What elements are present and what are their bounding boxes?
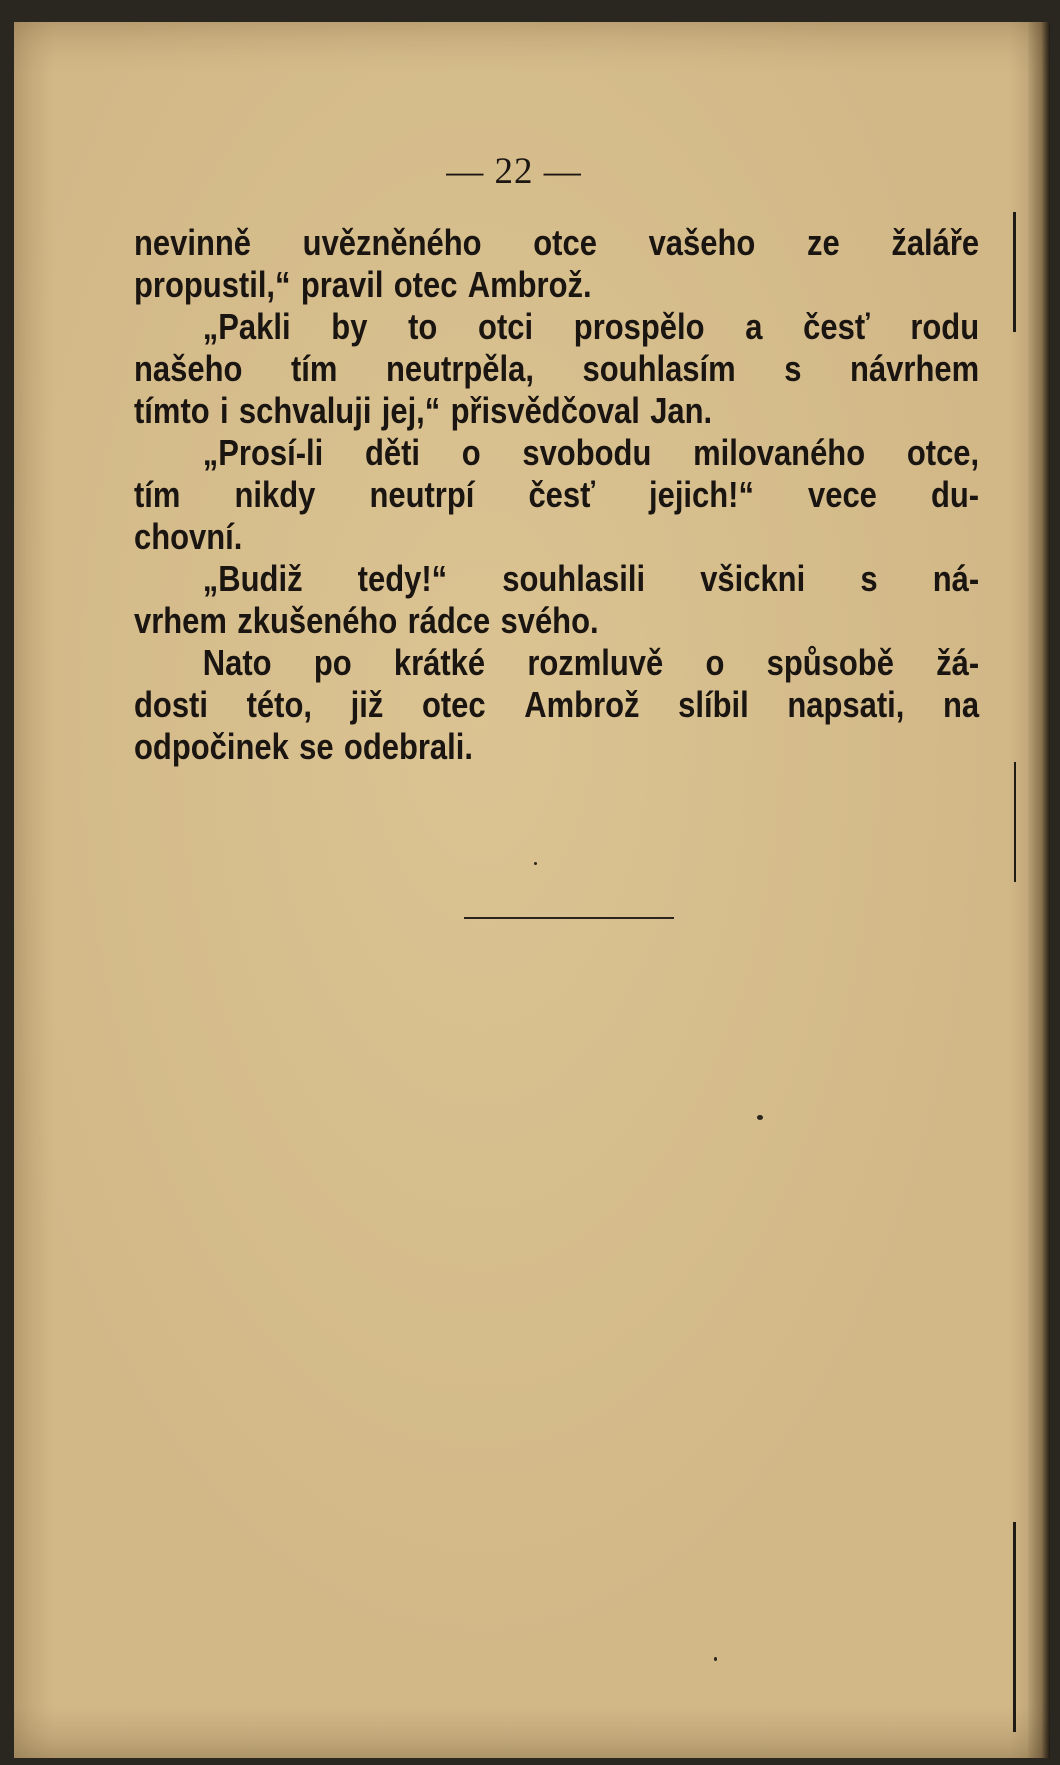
text-line <box>134 390 979 432</box>
word: „Pakli <box>202 306 291 347</box>
word: nevinně <box>134 222 252 263</box>
word: pravil <box>300 264 384 305</box>
word: „Prosí-li <box>202 432 324 473</box>
word: by <box>331 306 368 347</box>
word: tím <box>290 348 338 389</box>
spine-edge-line <box>1013 212 1016 332</box>
word: svého. <box>500 600 599 641</box>
word: ze <box>806 222 840 263</box>
word: ná- <box>932 558 980 599</box>
word: spůsobě <box>766 642 894 683</box>
word: dosti <box>134 684 208 725</box>
word: Nato <box>202 642 272 683</box>
word: krátké <box>393 642 486 683</box>
word: nikdy <box>234 474 316 515</box>
word: tímto <box>134 390 210 431</box>
word: vašeho <box>648 222 756 263</box>
word: neutrpěla, <box>385 348 534 389</box>
word: všickni <box>700 558 806 599</box>
text-line <box>134 600 979 642</box>
word: chovní. <box>134 516 243 557</box>
text-line <box>134 306 979 348</box>
word: rodu <box>910 306 980 347</box>
spine-edge-line <box>1013 1522 1016 1732</box>
word: rozmluvě <box>527 642 664 683</box>
word: vece <box>808 474 877 515</box>
word: napsati, <box>787 684 905 725</box>
word: otce <box>533 222 597 263</box>
word: zkušeného <box>237 600 398 641</box>
word: Jan. <box>650 390 713 431</box>
text-line <box>134 684 979 726</box>
word: to <box>408 306 438 347</box>
word: otce, <box>906 432 980 473</box>
text-line <box>134 432 979 474</box>
word: schvaluji <box>238 390 372 431</box>
word: na <box>942 684 980 725</box>
body-text <box>134 222 979 768</box>
text-line <box>134 222 979 264</box>
text-line <box>134 474 979 516</box>
paper-speck <box>714 1657 717 1661</box>
word: děti <box>364 432 421 473</box>
word: prospělo <box>573 306 705 347</box>
word: souhlasili <box>502 558 646 599</box>
word: souhlasím <box>582 348 736 389</box>
word: otec <box>393 264 458 305</box>
word: vrhem <box>134 600 227 641</box>
text-line <box>134 348 979 390</box>
word: Ambrož. <box>467 264 592 305</box>
word: svobodu <box>522 432 652 473</box>
word: „Budiž <box>202 558 303 599</box>
word: i <box>219 390 229 431</box>
text-line <box>134 642 979 684</box>
word: česť <box>803 306 870 347</box>
word: jejich!“ <box>649 474 754 515</box>
word: se <box>299 726 334 767</box>
text-line <box>134 516 979 558</box>
word: žá- <box>936 642 980 683</box>
word: tedy!“ <box>357 558 448 599</box>
word: našeho <box>134 348 243 389</box>
paper-speck <box>534 862 537 865</box>
word: přisvědčoval <box>450 390 640 431</box>
book-page <box>14 22 1050 1758</box>
paper-speck <box>757 1115 763 1120</box>
word: slíbil <box>678 684 749 725</box>
word: neutrpí <box>369 474 475 515</box>
word: milovaného <box>693 432 866 473</box>
text-line <box>134 558 979 600</box>
word: a <box>745 306 763 347</box>
word: du- <box>930 474 980 515</box>
text-line <box>134 264 979 306</box>
word: propustil,“ <box>134 264 291 305</box>
section-divider-rule <box>464 917 674 919</box>
word: o <box>461 432 481 473</box>
word: jej,“ <box>381 390 441 431</box>
text-line <box>134 726 979 768</box>
page-number: — 22 — <box>446 151 582 192</box>
word: odpočinek <box>134 726 289 767</box>
word: návrhem <box>850 348 980 389</box>
word: této, <box>246 684 312 725</box>
word: otci <box>478 306 534 347</box>
word: odebrali. <box>343 726 473 767</box>
spine-edge-line <box>1014 762 1016 882</box>
word: uvězněného <box>302 222 482 263</box>
page-spine-shadow <box>1028 22 1050 1758</box>
word: rádce <box>407 600 491 641</box>
word: Ambrož <box>524 684 640 725</box>
word: otec <box>421 684 486 725</box>
word: s <box>784 348 802 389</box>
word: s <box>860 558 878 599</box>
word: česť <box>528 474 595 515</box>
word: o <box>705 642 725 683</box>
word: žaláře <box>891 222 980 263</box>
word: po <box>313 642 352 683</box>
word: již <box>350 684 384 725</box>
word: tím <box>134 474 181 515</box>
